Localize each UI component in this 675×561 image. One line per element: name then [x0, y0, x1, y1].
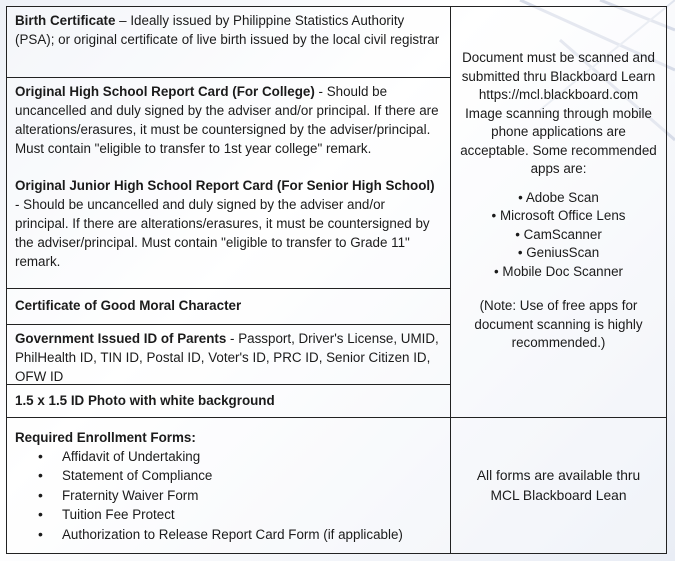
photo-cell [7, 384, 450, 417]
list-item: • CamScanner [515, 226, 602, 242]
birth-certificate-title: Birth Certificate [15, 13, 116, 28]
photo-title: 1.5 x 1.5 ID Photo with white background [15, 393, 275, 408]
jhs-report-card-title: Original Junior High School Report Card (For Senior High School) [15, 178, 435, 193]
hs-report-card-item [15, 82, 442, 158]
requirements-table [6, 6, 667, 554]
list-item: • Affidavit of Undertaking [62, 447, 442, 466]
birth-certificate-cell [7, 7, 450, 77]
birth-certificate-desc: – Ideally issued by Philippine Statistics Authority (PSA); or original certificate of live birth issued by the local civil registrar [15, 13, 440, 47]
enrollment-forms-list [15, 447, 442, 544]
scan-intro-text: Document must be scanned and submitted thru Blackboard Learn [461, 50, 656, 84]
hs-report-card-desc: - Should be uncancelled and duly signed by the adviser and/or principal. If there are alterations/erasures, it must be countersigned by the adviser/principal. Must contain "eligible to transfer to 1st year college" remark. [15, 84, 439, 156]
scan-apps-intro: Image scanning through mobile phone applications are acceptable. Some recommended apps are: [460, 105, 657, 176]
list-item: • Adobe Scan [518, 189, 599, 205]
list-item: • Authorization to Release Report Card Form (if applicable) [62, 525, 442, 544]
list-item: • Microsoft Office Lens [491, 208, 626, 223]
scan-apps-list [457, 189, 660, 282]
jhs-report-card-item [15, 176, 442, 271]
good-moral-cell [7, 288, 450, 324]
list-item: • GeniusScan [517, 245, 600, 260]
list-item: • Mobile Doc Scanner [494, 263, 623, 279]
gov-id-desc: - Passport, Driver's License, UMID, PhilHealth ID, TIN ID, Postal ID, Voter's ID, PRC ID, Senior Citizen ID, OFW ID [15, 331, 439, 384]
scan-instructions-cell [451, 49, 666, 417]
hs-report-card-title: Original High School Report Card (For College) [15, 84, 315, 99]
jhs-report-card-desc: - Should be uncancelled and duly signed by the adviser and/or principal. If there are alterations/erasures, it must be countersigned by the adviser/principal. Must contain "eligible to transfer to Grade 11" remark. [15, 197, 430, 269]
submission-column [451, 7, 666, 553]
scan-note: (Note: Use of free apps for document scanning is highly recommended.) [474, 298, 643, 350]
good-moral-title: Certificate of Good Moral Character [15, 298, 242, 313]
gov-id-title: Government Issued ID of Parents [15, 331, 227, 346]
blackboard-url: https://mcl.blackboard.com [478, 87, 639, 102]
requirements-column [7, 7, 451, 553]
enrollment-forms-title: Required Enrollment Forms: [15, 430, 196, 445]
list-item: • Statement of Compliance [62, 466, 442, 485]
forms-availability-cell [451, 417, 666, 555]
list-item: • Fraternity Waiver Form [62, 486, 442, 505]
gov-id-cell [7, 324, 450, 384]
forms-availability-text: All forms are available thru MCL Blackboard Lean [476, 468, 641, 503]
report-card-cell [7, 77, 450, 288]
enrollment-forms-cell [7, 417, 450, 555]
list-item: • Tuition Fee Protect [62, 505, 442, 524]
